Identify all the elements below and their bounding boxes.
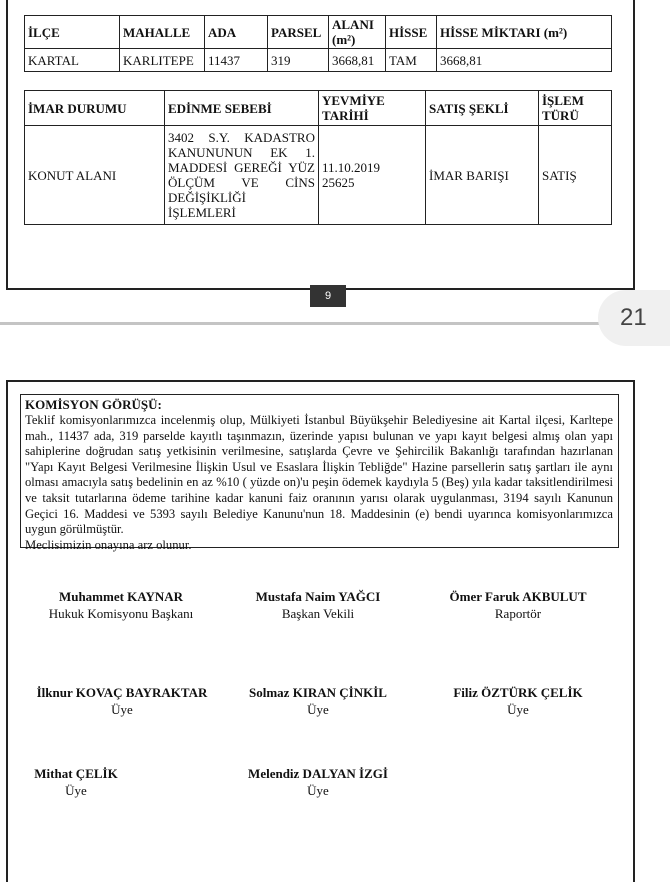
signature-block (228, 684, 408, 718)
signatory-role: Üye (111, 702, 133, 717)
parcel-table (24, 15, 612, 72)
col-header: SATIŞ ŞEKLİ (426, 91, 539, 126)
signatory-role: Hukuk Komisyonu Başkanı (48, 606, 194, 621)
table-cell: 3668,81 (329, 49, 386, 72)
zoning-table (24, 90, 612, 225)
table-cell: 11437 (205, 49, 268, 72)
col-header: ALANI (m²) (329, 16, 386, 49)
signatory-name: Mithat ÇELİK (34, 766, 118, 781)
signatory-role: Üye (507, 702, 529, 717)
table-cell: 3668,81 (437, 49, 612, 72)
signatory-name: Melendiz DALYAN İZGİ (248, 766, 388, 781)
signature-block (228, 765, 408, 799)
signatory-name: Solmaz KIRAN ÇİNKİL (249, 685, 387, 700)
viewer-page-indicator: 21 (598, 290, 670, 346)
signatory-role: Raportör (494, 606, 542, 621)
page-number: 9 (310, 285, 346, 307)
table-row (25, 49, 612, 72)
komisyon-box (20, 394, 619, 552)
signatory-role: Üye (65, 783, 87, 798)
signature-block (228, 588, 408, 622)
signatory-name: Filiz ÖZTÜRK ÇELİK (453, 685, 583, 700)
komisyon-text: Teklif komisyonlarımızca incelenmiş olup, Mülkiyeti İstanbul Büyükşehir Belediyesine ait Kartal ilçesi, Karltepe mah., 11437 ada, 319 parselde kayıtlı taşınmazın, üzerinde yapısı bulunan ve yapı kayıt belgesi almış olan yapı sahiplerine doğrudan satış yetkisinin verilmesine, satışlarda Çevre ve Şehircilik Bakanlığı tarafından hazırlanan "Yapı Kayıt Belgesi Verilmesine İlişkin Usul ve Esaslara İlişkin Tebliğde" Hazine parsellerin satış şartları ile aynı olması amacıyla satış bedelinin en az %10 ( yüzde on)'u peşin ödemek kaydıyla 5 (Beş) yıla kadar taksitlendirilmesi ve taksit tutarlarına ödeme tarihine kadar kanuni faiz oranının yarısı olarak uygulanması, 3194 sayılı Kanunun Geçici 16. Maddesi ve 5393 sayılı Belediye Kanunu'nun 18. Maddesinin (e) bendi uyarınca komisyonlarımızca uygun görülmüştür. (25, 413, 613, 537)
signature-block (26, 588, 216, 622)
signature-block (26, 765, 126, 799)
col-header: İLÇE (25, 16, 120, 49)
signatory-role: Üye (307, 783, 329, 798)
yevmiye-number: 25625 (322, 175, 355, 190)
document-page-bottom (6, 380, 635, 882)
col-header: PARSEL (268, 16, 329, 49)
table-cell (319, 126, 426, 225)
col-header: HİSSE MİKTARI (m²) (437, 16, 612, 49)
signature-block (428, 684, 608, 718)
signatory-name: Mustafa Naim YAĞCI (255, 589, 381, 604)
col-header: İŞLEM TÜRÜ (539, 91, 612, 126)
table-header-row (25, 16, 612, 49)
section-title: KOMİSYON GÖRÜŞÜ: (25, 397, 162, 412)
signatory-name: Ömer Faruk AKBULUT (449, 589, 587, 604)
signature-block (22, 684, 222, 718)
table-cell: KARLITEPE (120, 49, 205, 72)
col-header: ADA (205, 16, 268, 49)
col-header: HİSSE (386, 16, 437, 49)
signatory-role: Üye (307, 702, 329, 717)
signatory-role: Başkan Vekili (281, 606, 355, 621)
signatory-name: Muhammet KAYNAR (58, 589, 184, 604)
col-header: MAHALLE (120, 16, 205, 49)
table-cell: SATIŞ (539, 126, 612, 225)
col-header: EDİNME SEBEBİ (165, 91, 319, 126)
yevmiye-date: 11.10.2019 (322, 160, 381, 175)
table-cell: 3402 S.Y. KADASTRO KANUNUNUN EK 1. MADDESİ GEREĞİ YÜZ ÖLÇÜM VE CİNS DEĞİŞİKLİĞİ İŞLEMLERİ (165, 126, 319, 225)
table-header-row (25, 91, 612, 126)
col-header: İMAR DURUMU (25, 91, 165, 126)
table-cell: KONUT ALANI (25, 126, 165, 225)
table-cell: KARTAL (25, 49, 120, 72)
signatory-name: İlknur KOVAÇ BAYRAKTAR (36, 685, 208, 700)
page-divider (0, 322, 600, 325)
table-cell: TAM (386, 49, 437, 72)
signature-block (428, 588, 608, 622)
table-row (25, 126, 612, 225)
komisyon-closing: Meclisimizin onayına arz olunur. (25, 537, 192, 552)
table-cell: 319 (268, 49, 329, 72)
col-header: YEVMİYE TARİHİ (319, 91, 426, 126)
komisyon-body (25, 413, 613, 553)
table-cell: İMAR BARIŞI (426, 126, 539, 225)
